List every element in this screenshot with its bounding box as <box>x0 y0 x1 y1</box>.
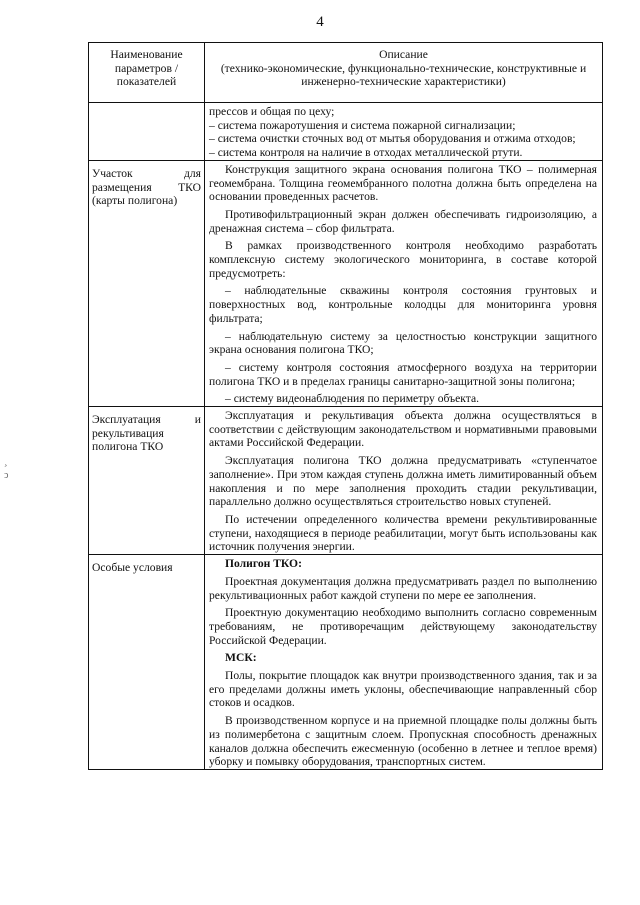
paragraph: Проектная документация должна предусматривать раздел по выполнению рекультивационных работ каждой ступени по мере ее заполнения. <box>209 574 597 602</box>
margin-mark: ¸ ↄ <box>4 456 9 481</box>
paragraph: Проектную документацию необходимо выполнить согласно современным требованиям, не противоречащим действующему законодательству Российской Федерации. <box>209 606 597 647</box>
paragraph: – систему видеонаблюдения по периметру объекта. <box>225 392 480 406</box>
table-row <box>89 103 603 161</box>
subheading-polygon: Полигон ТКО: <box>225 557 302 571</box>
paragraph: По истечении определенного количества времени рекультивированные ступени, находящиеся в периоде реабилитации, могут быть использованы как источник получения энергии. <box>209 512 597 554</box>
paragraph: – систему контроля состояния атмосферного воздуха на территории полигона ТКО и в пределах границы санитарно-защитной зоны полигона; <box>209 360 597 388</box>
header-parameters: Наименование параметров / показателей <box>89 43 205 103</box>
paragraph: – система контроля на наличие в отходах металлической ртути. <box>209 146 523 160</box>
row-name <box>89 103 205 161</box>
table-row <box>89 160 603 406</box>
spec-table <box>88 42 603 770</box>
paragraph: Конструкция защитного экрана основания полигона ТКО – полимерная геомембрана. Толщина геомембранного полотна должна быть определена на основании проведенных расчетов. <box>209 162 597 204</box>
header-description-subtitle: (технико-экономические, функционально-технические, конструктивные и инженерно-технические характеристики) <box>220 61 587 89</box>
paragraph: Эксплуатация полигона ТКО должна предусматривать «ступенчатое заполнение». При этом каждая ступень должна иметь лимитированный объем накопления и по мере заполнения проходить стадии рекультивации, параллельно должно осуществляться строительство новых ступеней. <box>209 454 597 509</box>
row-description <box>205 555 603 770</box>
subheading-msk: МСК: <box>225 651 257 665</box>
table-row <box>89 407 603 555</box>
paragraph: В производственном корпусе и на приемной площадке полы должны быть из полимербетона с защитным слоем. Пропускная способность дренажных каналов должна обеспечить ежесменную (особенно в летнее и теплое время) уборку и помывку оборудования, транспортных систем. <box>209 714 597 769</box>
row-name: Особые условия <box>89 555 205 770</box>
table-row <box>89 555 603 770</box>
row-description <box>205 103 603 161</box>
row-name: Участок для размещения ТКО (карты полигона) <box>89 160 205 406</box>
paragraph: Противофильтрационный экран должен обеспечивать гидроизоляцию, а дренажная система – сбор фильтрата. <box>209 207 597 235</box>
paragraph: Полы, покрытие площадок как внутри производственного здания, так и за его пределами должны иметь уклоны, обеспечивающие направленный сбор стоков и осадков. <box>209 669 597 710</box>
header-description-title: Описание <box>379 48 428 61</box>
header-description <box>205 43 603 103</box>
row-name: Эксплуатация и рекультивация полигона ТКО <box>89 407 205 555</box>
paragraph: – система очистки сточных вод от мытья оборудования и отжима отходов; <box>209 132 576 146</box>
page-number: 4 <box>316 14 324 30</box>
paragraph: прессов и общая по цеху; <box>209 105 335 118</box>
table-header-row <box>89 43 603 103</box>
paragraph: – наблюдательную систему за целостностью конструкции защитного экрана основания полигона ТКО; <box>209 329 597 357</box>
paragraph: – система пожаротушения и система пожарной сигнализации; <box>209 118 516 132</box>
paragraph: Эксплуатация и рекультивация объекта должна осуществляться в соответствии с действующим законодательством и нормативными правовыми актами Российской Федерации. <box>209 409 597 450</box>
row-description <box>205 407 603 555</box>
row-description <box>205 160 603 406</box>
paragraph: – наблюдательные скважины контроля состояния грунтовых и поверхностных вод, контрольные колодцы для мониторинга уровня фильтрата; <box>209 284 597 325</box>
paragraph: В рамках производственного контроля необходимо разработать комплексную систему экологического мониторинга, в составе которой предусмотреть: <box>209 239 597 280</box>
